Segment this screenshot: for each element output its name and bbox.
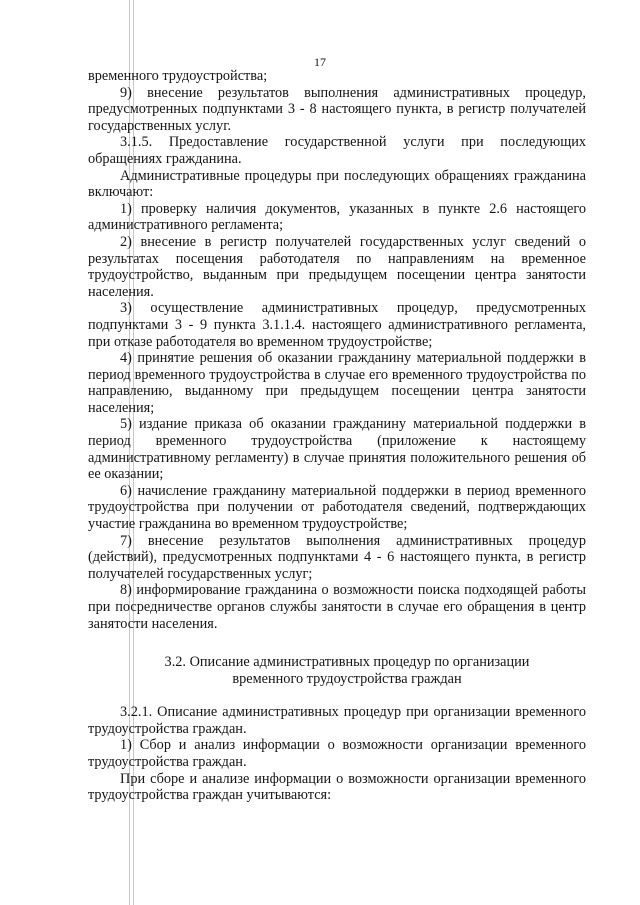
section-subheading: 3.1.5. Предоставление государственной услуги при последующих обращениях гражданина. — [88, 134, 586, 167]
page-number: 17 — [314, 55, 326, 69]
list-item: 2) внесение в регистр получателей государственных услуг сведений о результатах посещения работодателя по направлениям на временное трудоустройство, выданным при предыдущем посещении центра занятости населения. — [88, 233, 586, 300]
paragraph: При сборе и анализе информации о возможности организации временного трудоустройства граждан учитываются: — [88, 770, 586, 804]
list-item: 4) принятие решения об оказании гражданину материальной поддержки в период временного трудоустройства в случае его временного трудоустройства по направлению, выданному при предыдущем посещении центра занятости населения; — [88, 350, 586, 416]
list-item: 6) начисление гражданину материальной поддержки в период временного трудоустройства при получении от работодателя сведений, подтверждающих участие гражданина во временном трудоустройстве; — [88, 482, 586, 533]
paragraph: Административные процедуры при последующих обращениях гражданина включают: — [88, 167, 586, 201]
list-item: 3) осуществление административных процедур, предусмотренных подпунктами 3 - 9 пункта 3.1.1.4. настоящего административного регламента, при отказе работодателя во временном трудоустройстве; — [88, 300, 586, 350]
list-item: 1) Сбор и анализ информации о возможности организации временного трудоустройства граждан. — [88, 737, 586, 770]
list-item: 5) издание приказа об оказании гражданину материальной поддержки в период временного трудоустройства (приложение к настоящему административному регламенту) в случае принятия положительного решения об ее оказании; — [88, 416, 586, 483]
paragraph: 3.2.1. Описание административных процедур при организации временного трудоустройства граждан. — [88, 704, 586, 737]
list-item: 1) проверку наличия документов, указанных в пункте 2.6 настоящего административного регламента; — [88, 200, 586, 234]
document-body — [88, 68, 586, 804]
list-item: 8) информирование гражданина о возможности поиска подходящей работы при посредничестве органов службы занятости в случае его обращения в центр занятости населения. — [88, 582, 586, 632]
paragraph: временного трудоустройства; — [88, 68, 268, 84]
section-heading: 3.2. Описание административных процедур по организации временного трудоустройства граждан — [164, 654, 530, 688]
list-item: 9) внесение результатов выполнения административных процедур, предусмотренных подпунктами 3 - 8 настоящего пункта, в регистр получателей государственных услуг. — [88, 84, 586, 134]
list-item: 7) внесение результатов выполнения административных процедур (действий), предусмотренных подпунктами 4 - 6 настоящего пункта, в регистр получателей государственных услуг; — [88, 532, 586, 582]
